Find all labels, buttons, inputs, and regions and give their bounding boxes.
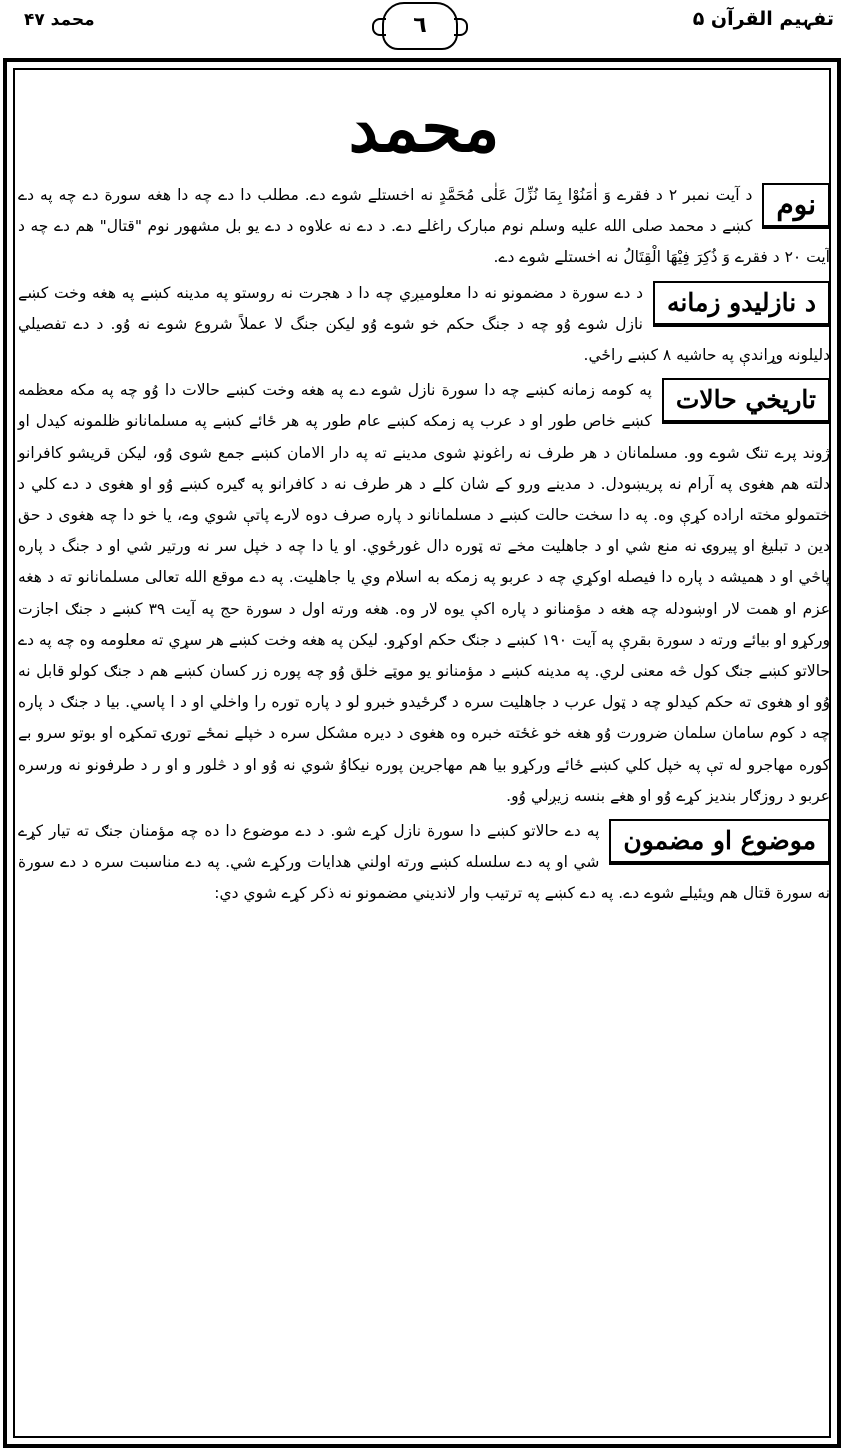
section-heading: تاریخي حالات bbox=[662, 378, 830, 424]
section-heading: موضوع او مضمون bbox=[609, 819, 830, 865]
section-heading: نوم bbox=[762, 183, 830, 229]
section-subject-and-topics bbox=[18, 816, 830, 910]
section-text: د آیت نمبر ۲ د فقرے وَ اٰمَنُوْا بِمَا نُزِّلَ عَلٰی مُحَمَّدٍ نه اخستلے شوے دے. مطلب دا دے چه دا هغه سورة دے چه په دے کښے د محمد صلی الله علیه وسلم نوم مبارک راغلے دے. د دے نه علاوه د دے یو بل مشهور نوم "قتال" هم دے چه د آیت ۲۰ د فقرے وَ ذُکِرَ فِیْهَا الْقِتَالُ نه اخستلے شوے دے. bbox=[18, 186, 830, 267]
page-body bbox=[18, 180, 830, 910]
section-name bbox=[18, 180, 830, 274]
section-heading: د نازلیدو زمانه bbox=[653, 281, 830, 327]
section-historical-background bbox=[18, 375, 830, 812]
book-title: تفہیم القرآن ۵ bbox=[692, 8, 834, 30]
surah-reference: محمد ۴۷ bbox=[24, 10, 95, 30]
section-text: د دے سورة د مضمونو نه دا معلومیږي چه دا د هجرت نه روستو په مدینه کښے په هغه وخت کښے نازل شوے وُو چه د جنگ حکم خو شوے وُو لیکن جنگ لا عملاً شروع شوے نه وُو. د دے تفصیلي دلیلونه وړاندې په حاشیه ۸ کښے راځي. bbox=[18, 283, 830, 365]
page-number: ٦ bbox=[382, 2, 458, 50]
page-header bbox=[0, 0, 848, 58]
section-revelation-period bbox=[18, 278, 830, 372]
surah-title: محمد bbox=[348, 89, 500, 167]
section-text: په دے حالاتو کښے دا سورة نازل کړے شو. د دے موضوع دا ده چه مؤمنان جنګ ته تیار کړے شي او په دے سلسله کښے ورته اولني هدایات ورکړے شي. په دے مناسبت سره د دے سورة نه سورة قتال هم ویئیلے شوے دے. په دے کښے په ترتیب وار لاندیني مضمونو نه ذکر کړے شوي دي: bbox=[18, 822, 830, 903]
section-text: په کومه زمانه کښے چه دا سورة نازل شوے دے په هغه وخت کښے حالات دا وُو چه په مکه معظمه کښے خاص طور او د عرب په زمکه کښے عام طور په هر ځائے کښے په مسلمانانو ظلمونه کیدل او ژوند پرے تنګ شوے وو. مسلمانان د هر طرف نه راغونډ شوی مدینے ته په دار الامان کښے جمع شوی وُو، لیکن قریشو کافرانو دلته هم هغوی په آرام نه پریښودل. د مدینے ورو کے شان کلے د هر طرف نه د کافرانو په ګیره کښے وُو او هغوی د دے کلي د ختمولو مخته اراده کړې وه. په دا سخت حالت کښے د مسلمانانو د پاره صرف دوه لارے پاتې شوي وے، یا خو دا چه هغوی د حق دین د تبلیغ او پیروۍ نه منع شي او د جاهلیت مخے ته ټوره دال غورځوي. او یا دا چه د خپل سر نه ورتیر شي او د جنگ د پاره پاڅي او د همیشه د پاره دا فیصله اوکړي چه د عربو په زمکه به اسلام وي یا جاهلیت. په دے موقع الله تعالی مسلمانانو ته د هغه عزم او همت لار اوښودله چه هغه د مؤمنانو د پاره اکې یوه لار وه. هغه ورته اول د سورة حج په آیت ۳۹ کښے د جنګ اجازت ورکړو او بیائے ورته د سورة بقرې په آیت ۱۹۰ کښے د جنګ حکم اوکړو. لیکن په هغه وخت کښے هر سړي ته معلومه وه چه په دے حالاتو کښے جنګ کول څه معنی لري. په مدینه کښے د مؤمنانو یو موټے خلق وُو چه پوره زر کسان کښے هم د جنګ کولو قابل نه وُو او هغوی ته حکم کیدلو چه د ټول عرب د جاهلیت سره د ګرځیدو خبرو لو د پاره توره را واخلي او د ا پاسي. بیا د جنګ د پاره چه د کوم سامان سلمان ضرورت وُو هغه خو غځته خبره وه هغوی د دیره مشکل سره د خپلے نمځے تورۍ تمکړه او بوتو سرو بے کوره مهاجرو له تې په خپل کلي کښے ځائے ورکړو بیا هم مهاجرین پوره نیکاوُ شوي نه وُو او د څلور و او ر د طرفونو نه ورسره عربو د روزګار بندیز کړے وُو او هغے بنسه زیږلي وُو. bbox=[18, 381, 830, 805]
